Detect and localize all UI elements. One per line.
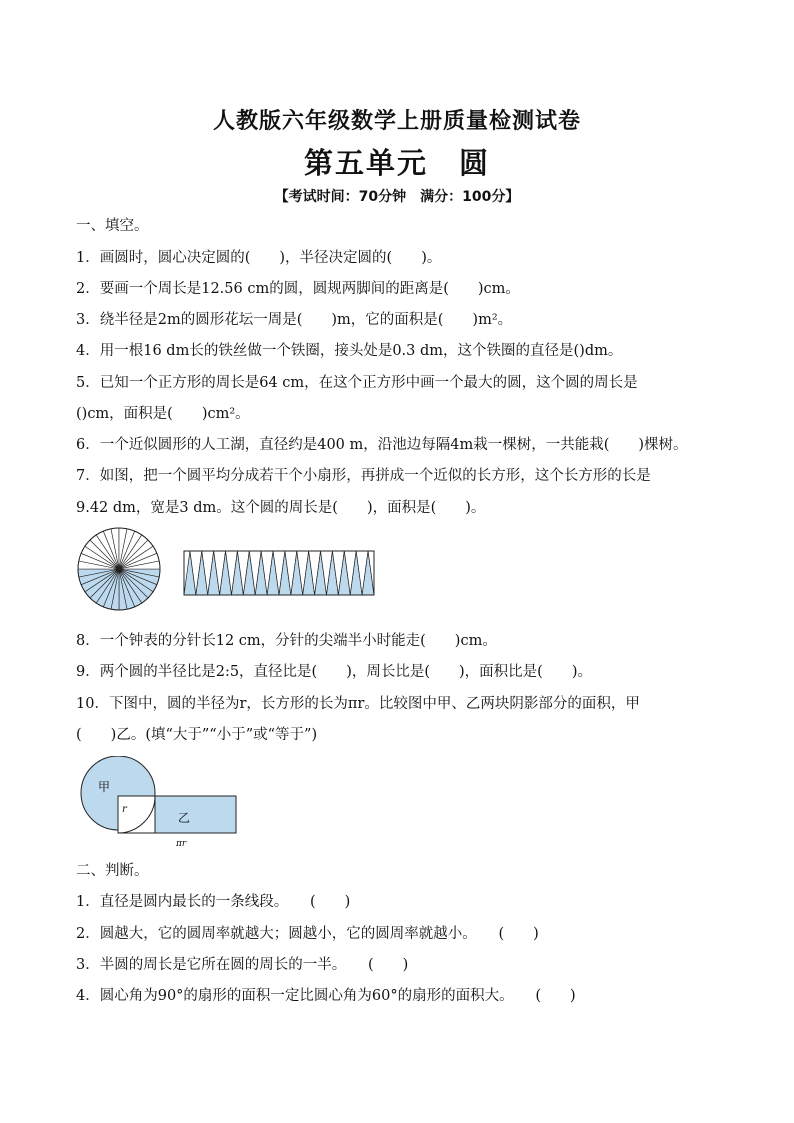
circle-rectangle-figure [76, 756, 246, 852]
label-yi: 乙 [178, 811, 191, 825]
judge-line: 4．圆心角为90°的扇形的面积一定比圆心角为60°的扇形的面积大。 ( ) [76, 988, 576, 1004]
question-line: 9．两个圆的半径比是2:5，直径比是( )，周长比是( )，面积比是( )。 [76, 664, 593, 680]
judge-line: 3．半圆的周长是它所在圆的周长的一半。 ( ) [76, 957, 409, 973]
question-line: 5．已知一个正方形的周长是64 cm，在这个正方形中画一个最大的圆，这个圆的周长是 [76, 375, 638, 391]
question-line: ()cm，面积是( )cm²。 [76, 406, 250, 422]
rearranged-rectangle-figure [182, 549, 376, 597]
label-r: r [122, 804, 127, 815]
judge-line: 1．直径是圆内最长的一条线段。 ( ) [76, 894, 351, 910]
section2-heading: 二、判断。 [76, 863, 149, 879]
sector-circle-figure [76, 526, 162, 612]
question-line: 9.42 dm，宽是3 dm。这个圆的周长是( )，面积是( )。 [76, 500, 486, 516]
label-jia: 甲 [98, 780, 111, 794]
judge-line: 2．圆越大，它的圆周率就越大；圆越小，它的圆周率就越小。 ( ) [76, 926, 539, 942]
unit-title: 第五单元 圆 [303, 146, 490, 180]
question-line: 10．下图中，圆的半径为r，长方形的长为πr。比较图中甲、乙两块阴影部分的面积，甲 [76, 696, 640, 712]
question-line: 8．一个钟表的分针长12 cm，分针的尖端半小时能走( )cm。 [76, 633, 497, 649]
question-line: 7．如图，把一个圆平均分成若干个小扇形，再拼成一个近似的长方形，这个长方形的长是 [76, 468, 651, 484]
question-line: 2．要画一个周长是12.56 cm的圆，圆规两脚间的距离是( )cm。 [76, 281, 520, 297]
question-line: 1．画圆时，圆心决定圆的( )，半径决定圆的( )。 [76, 250, 442, 266]
question-line: 3．绕半径是2m的圆形花坛一周是( )m，它的面积是( )m²。 [76, 312, 513, 328]
label-pir: πr [176, 839, 187, 849]
question-line: 6．一个近似圆形的人工湖，直径约是400 m，沿池边每隔4m栽一棵树，一共能栽( )棵树。 [76, 437, 688, 453]
exam-info: 【考试时间：70分钟 满分：100分】 [274, 189, 520, 205]
exam-title: 人教版六年级数学上册质量检测试卷 [212, 109, 581, 134]
question-line: 4．用一根16 dm长的铁丝做一个铁圈，接头处是0.3 dm，这个铁圈的直径是()dm。 [76, 343, 623, 359]
question-line: ( )乙。(填“大于”“小于”或“等于”) [76, 727, 318, 743]
section1-heading: 一、填空。 [76, 218, 149, 234]
